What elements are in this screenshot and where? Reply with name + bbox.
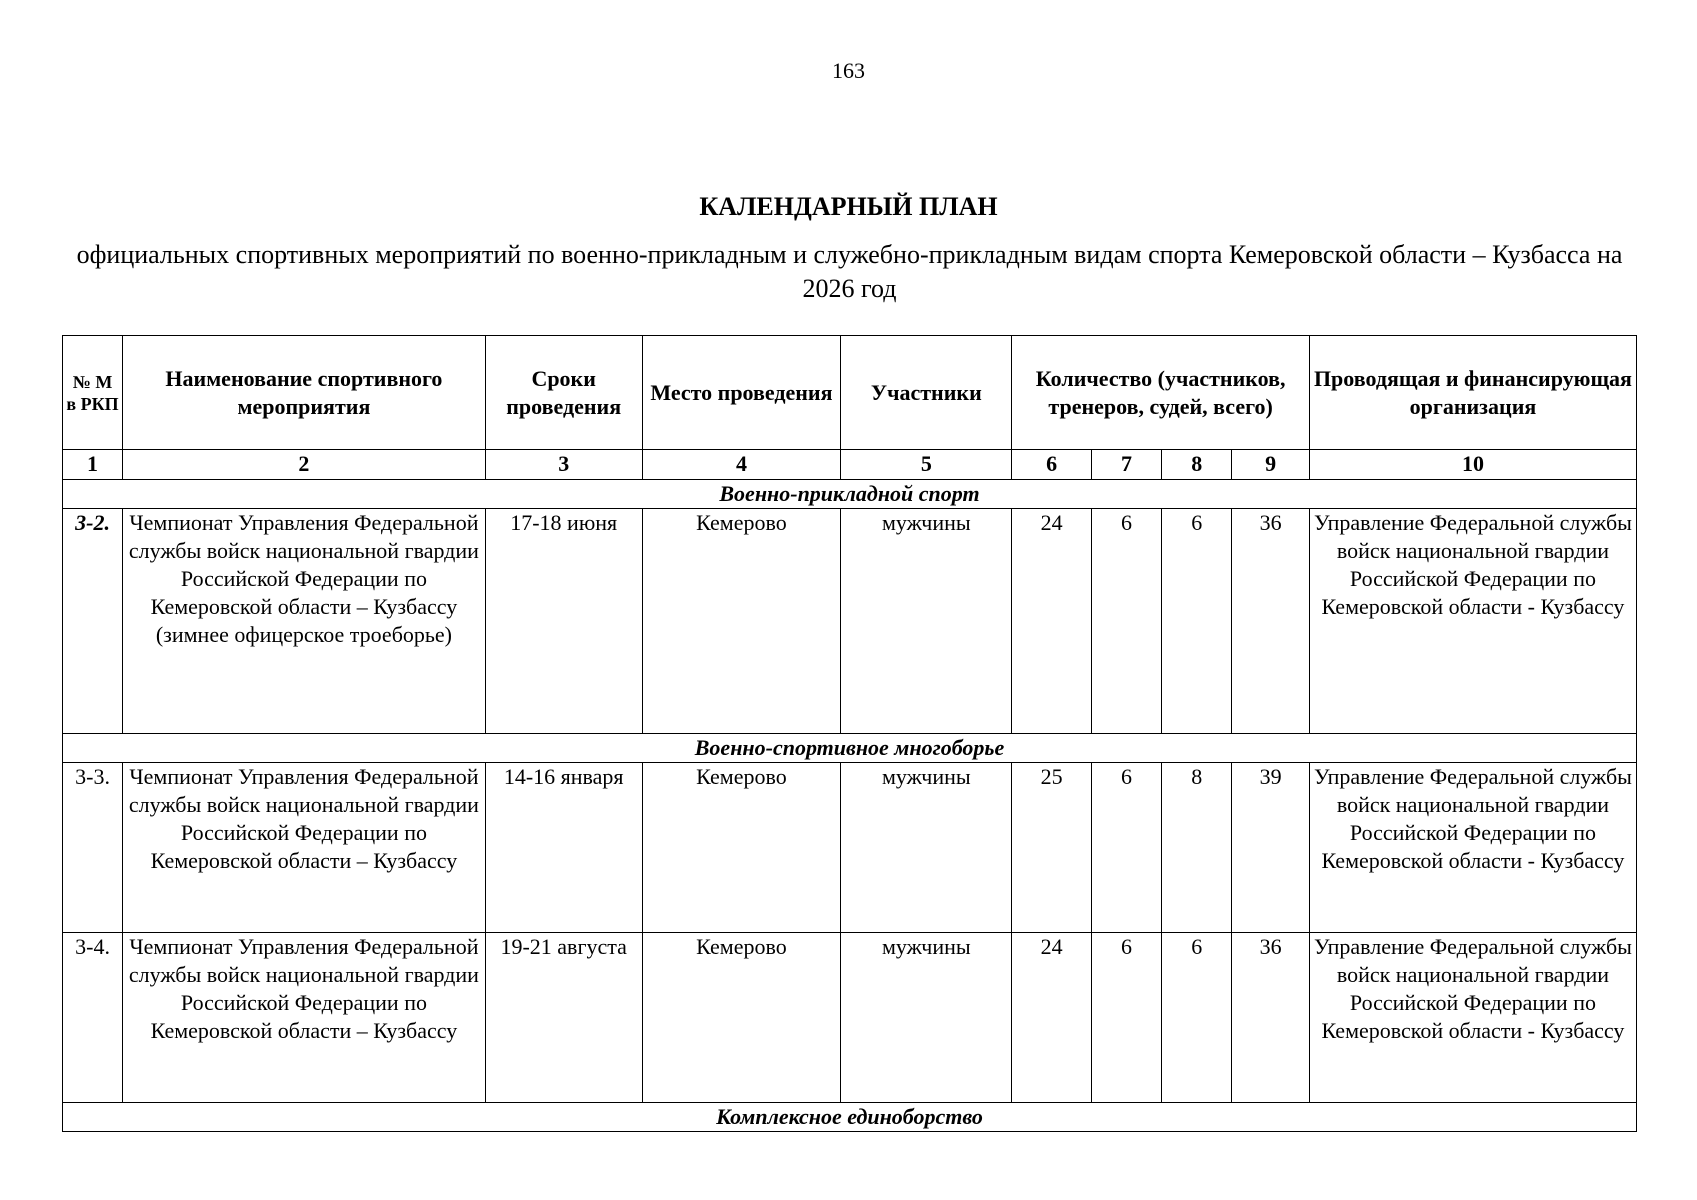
column-number: 9 <box>1232 450 1309 480</box>
column-number: 4 <box>642 450 841 480</box>
column-number: 3 <box>485 450 642 480</box>
event-place: Кемерово <box>642 763 841 933</box>
document-title: КАЛЕНДАРНЫЙ ПЛАН <box>699 192 998 221</box>
event-name: Чемпионат Управления Федеральной службы войск национальной гвардии Российской Федерации по Кемеровской области – Кузбассу (зимнее офицерское троеборье) <box>123 509 486 734</box>
header-place: Место проведения <box>642 336 841 450</box>
count-coaches: 6 <box>1091 763 1161 933</box>
page-number: 163 <box>832 58 865 83</box>
section-row <box>63 480 1637 509</box>
column-number-row <box>63 450 1637 480</box>
column-number: 6 <box>1012 450 1091 480</box>
column-number: 1 <box>63 450 123 480</box>
section-title: Военно-прикладной спорт <box>63 480 1637 509</box>
header-org: Проводящая и финансирующая организация <box>1309 336 1636 450</box>
count-coaches: 6 <box>1091 933 1161 1103</box>
column-number: 5 <box>841 450 1012 480</box>
header-name: Наименование спортивного мероприятия <box>123 336 486 450</box>
event-org: Управление Федеральной службы войск национальной гвардии Российской Федерации по Кемеровской области - Кузбассу <box>1309 509 1636 734</box>
count-participants: 24 <box>1012 509 1091 734</box>
event-participants: мужчины <box>841 933 1012 1103</box>
column-number: 7 <box>1091 450 1161 480</box>
column-number: 10 <box>1309 450 1636 480</box>
event-place: Кемерово <box>642 509 841 734</box>
section-row <box>63 1103 1637 1132</box>
event-code: 3-3. <box>63 763 123 933</box>
count-participants: 25 <box>1012 763 1091 933</box>
column-number: 2 <box>123 450 486 480</box>
event-code: 3-4. <box>63 933 123 1103</box>
calendar-plan-table <box>62 335 1637 1132</box>
section-title: Военно-спортивное многоборье <box>63 734 1637 763</box>
count-total: 39 <box>1232 763 1309 933</box>
event-code: 3-2. <box>63 509 123 734</box>
event-org: Управление Федеральной службы войск национальной гвардии Российской Федерации по Кемеровской области - Кузбассу <box>1309 763 1636 933</box>
column-number: 8 <box>1162 450 1232 480</box>
header-row <box>63 336 1637 450</box>
count-judges: 8 <box>1162 763 1232 933</box>
event-participants: мужчины <box>841 509 1012 734</box>
document-subtitle: официальных спортивных мероприятий по военно-прикладным и служебно-прикладным видам спорта Кемеровской области – Кузбасса на 2026 год <box>76 240 1623 303</box>
event-dates: 17-18 июня <box>485 509 642 734</box>
table-row <box>63 509 1637 734</box>
count-judges: 6 <box>1162 933 1232 1103</box>
table-row <box>63 763 1637 933</box>
event-name: Чемпионат Управления Федеральной службы войск национальной гвардии Российской Федерации по Кемеровской области – Кузбассу <box>123 933 486 1103</box>
event-dates: 14-16 января <box>485 763 642 933</box>
header-participants: Участники <box>841 336 1012 450</box>
header-dates: Сроки проведения <box>485 336 642 450</box>
section-title: Комплексное единоборство <box>63 1103 1637 1132</box>
table-row <box>63 933 1637 1103</box>
event-dates: 19-21 августа <box>485 933 642 1103</box>
event-name: Чемпионат Управления Федеральной службы войск национальной гвардии Российской Федерации по Кемеровской области – Кузбассу <box>123 763 486 933</box>
count-judges: 6 <box>1162 509 1232 734</box>
header-code: № М в РКП <box>63 336 123 450</box>
event-participants: мужчины <box>841 763 1012 933</box>
count-coaches: 6 <box>1091 509 1161 734</box>
count-participants: 24 <box>1012 933 1091 1103</box>
event-org: Управление Федеральной службы войск национальной гвардии Российской Федерации по Кемеровской области - Кузбассу <box>1309 933 1636 1103</box>
count-total: 36 <box>1232 509 1309 734</box>
count-total: 36 <box>1232 933 1309 1103</box>
event-place: Кемерово <box>642 933 841 1103</box>
header-count: Количество (участников, тренеров, судей, всего) <box>1012 336 1309 450</box>
section-row <box>63 734 1637 763</box>
